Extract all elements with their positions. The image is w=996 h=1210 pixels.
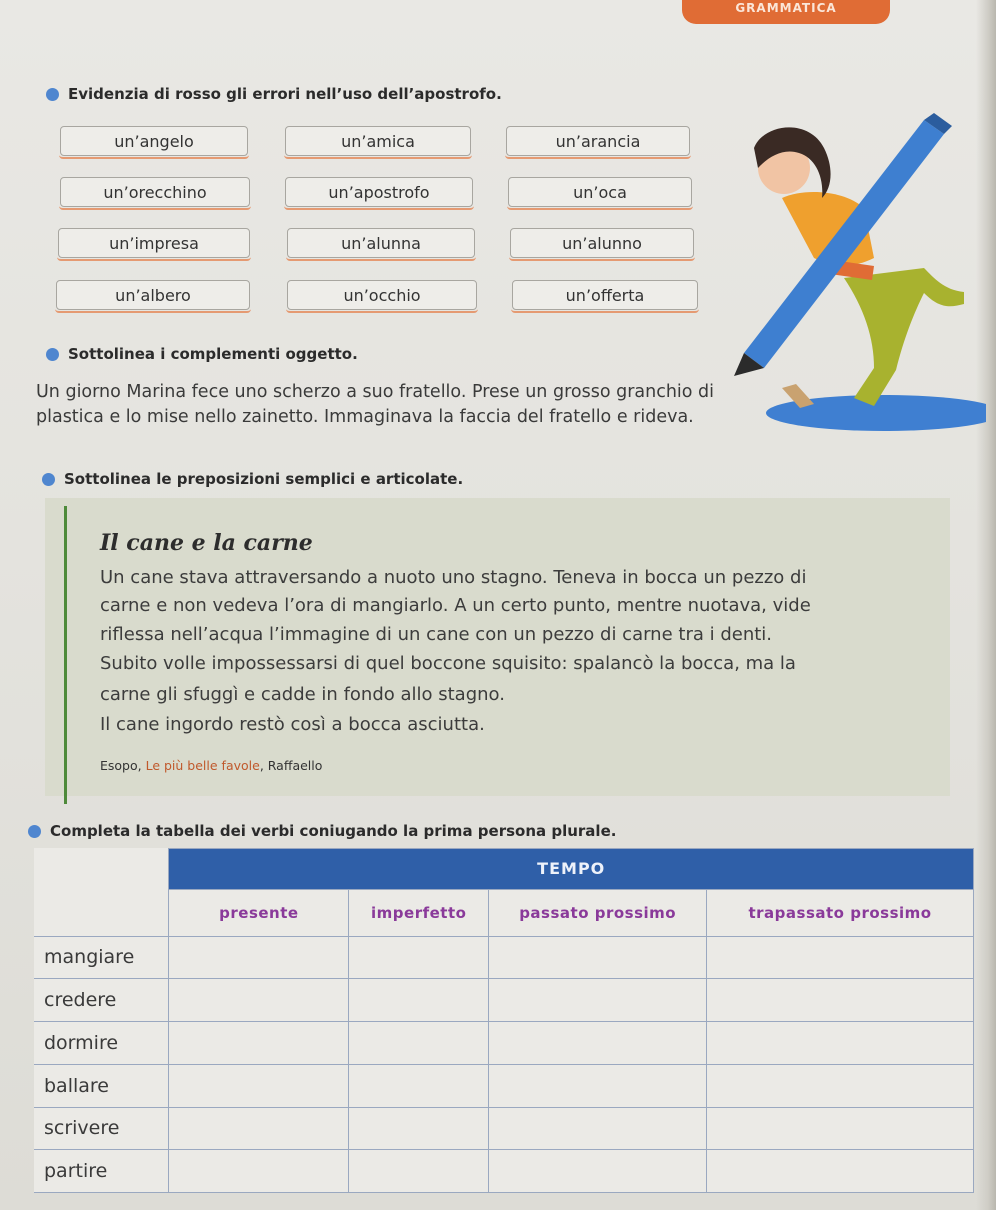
story-title: Il cane e la carne bbox=[100, 530, 313, 556]
instruction-text: Evidenzia di rosso gli errori nell’uso dell’apostrofo. bbox=[68, 85, 502, 103]
instruction-verb-table bbox=[28, 822, 616, 840]
answer-cell[interactable] bbox=[707, 1107, 974, 1150]
paragraph-line: plastica e lo mise nello zainetto. Immaginava la faccia del fratello e rideva. bbox=[36, 407, 694, 427]
story-line: Subito volle impossessarsi di quel boccone squisito: spalancò la bocca, ma la bbox=[100, 653, 796, 674]
verb-cell: scrivere bbox=[34, 1107, 169, 1150]
answer-cell[interactable] bbox=[707, 1150, 974, 1193]
word-box[interactable]: un’offerta bbox=[512, 280, 698, 310]
answer-cell[interactable] bbox=[349, 1150, 489, 1193]
word-box[interactable]: un’occhio bbox=[287, 280, 477, 310]
answer-cell[interactable] bbox=[489, 1107, 707, 1150]
word-box[interactable]: un’alunna bbox=[287, 228, 475, 258]
table-row bbox=[34, 979, 974, 1022]
column-header: presente bbox=[169, 889, 349, 936]
exercise-paragraph bbox=[36, 380, 806, 430]
tempo-header: TEMPO bbox=[169, 849, 974, 890]
answer-cell[interactable] bbox=[349, 936, 489, 979]
source-publisher: , Raffaello bbox=[259, 758, 323, 773]
answer-cell[interactable] bbox=[169, 1107, 349, 1150]
word-box[interactable]: un’oca bbox=[508, 177, 692, 207]
answer-cell[interactable] bbox=[489, 936, 707, 979]
story-source bbox=[100, 758, 322, 773]
answer-cell[interactable] bbox=[349, 979, 489, 1022]
bullet-icon bbox=[42, 473, 55, 486]
table-row bbox=[34, 1064, 974, 1107]
answer-cell[interactable] bbox=[169, 1150, 349, 1193]
answer-cell[interactable] bbox=[707, 936, 974, 979]
instruction-prepositions bbox=[42, 470, 463, 488]
word-box[interactable]: un’alunno bbox=[510, 228, 694, 258]
answer-cell[interactable] bbox=[489, 1064, 707, 1107]
verb-cell: ballare bbox=[34, 1064, 169, 1107]
story-line: carne e non vedeva l’ora di mangiarlo. A un certo punto, mentre nuotava, vide bbox=[100, 595, 811, 616]
answer-cell[interactable] bbox=[169, 1064, 349, 1107]
legs-shape bbox=[844, 268, 964, 406]
word-box[interactable]: un’orecchino bbox=[60, 177, 250, 207]
story-line: Un cane stava attraversando a nuoto uno stagno. Teneva in bocca un pezzo di bbox=[100, 567, 807, 588]
answer-cell[interactable] bbox=[489, 1022, 707, 1065]
instruction-text: Completa la tabella dei verbi coniugando la prima persona plurale. bbox=[50, 822, 617, 840]
column-header: passato prossimo bbox=[489, 889, 707, 936]
answer-cell[interactable] bbox=[489, 979, 707, 1022]
verb-cell: dormire bbox=[34, 1022, 169, 1065]
table-row bbox=[34, 1107, 974, 1150]
bullet-icon bbox=[28, 825, 41, 838]
answer-cell[interactable] bbox=[169, 936, 349, 979]
word-box[interactable]: un’angelo bbox=[60, 126, 248, 156]
column-header: trapassato prossimo bbox=[707, 889, 974, 936]
verb-cell: partire bbox=[34, 1150, 169, 1193]
answer-cell[interactable] bbox=[349, 1064, 489, 1107]
answer-cell[interactable] bbox=[169, 1022, 349, 1065]
story-line: riflessa nell’acqua l’immagine di un cane con un pezzo di carne tra i denti. bbox=[100, 624, 773, 645]
table-row bbox=[34, 1022, 974, 1065]
verb-cell: mangiare bbox=[34, 936, 169, 979]
answer-cell[interactable] bbox=[349, 1022, 489, 1065]
section-tag: GRAMMATICA bbox=[682, 0, 890, 24]
bullet-icon bbox=[46, 88, 59, 101]
story-line: carne gli sfuggì e cadde in fondo allo stagno. bbox=[100, 684, 505, 705]
story-accent-bar bbox=[64, 506, 67, 804]
verb-table bbox=[34, 848, 974, 1193]
instruction-text: Sottolinea le preposizioni semplici e articolate. bbox=[64, 470, 464, 488]
source-book: Le più belle favole bbox=[145, 758, 260, 773]
table-row bbox=[34, 1150, 974, 1193]
word-box[interactable]: un’amica bbox=[285, 126, 471, 156]
answer-cell[interactable] bbox=[169, 979, 349, 1022]
bullet-icon bbox=[46, 348, 59, 361]
paragraph-line: Un giorno Marina fece uno scherzo a suo fratello. Prese un grosso granchio di bbox=[36, 382, 715, 402]
word-box[interactable]: un’albero bbox=[56, 280, 250, 310]
answer-cell[interactable] bbox=[349, 1107, 489, 1150]
instruction-object-complements bbox=[46, 345, 358, 363]
word-box[interactable]: un’arancia bbox=[506, 126, 690, 156]
column-header: imperfetto bbox=[349, 889, 489, 936]
table-corner bbox=[34, 849, 169, 937]
instruction-apostrophe bbox=[46, 85, 502, 103]
instruction-text: Sottolinea i complementi oggetto. bbox=[68, 345, 358, 363]
table-row bbox=[34, 936, 974, 979]
story-line: Il cane ingordo restò così a bocca asciutta. bbox=[100, 714, 485, 735]
answer-cell[interactable] bbox=[707, 1022, 974, 1065]
verb-cell: credere bbox=[34, 979, 169, 1022]
word-box[interactable]: un’apostrofo bbox=[285, 177, 473, 207]
answer-cell[interactable] bbox=[707, 1064, 974, 1107]
word-box[interactable]: un’impresa bbox=[58, 228, 250, 258]
answer-cell[interactable] bbox=[489, 1150, 707, 1193]
source-author: Esopo, bbox=[100, 758, 146, 773]
answer-cell[interactable] bbox=[707, 979, 974, 1022]
